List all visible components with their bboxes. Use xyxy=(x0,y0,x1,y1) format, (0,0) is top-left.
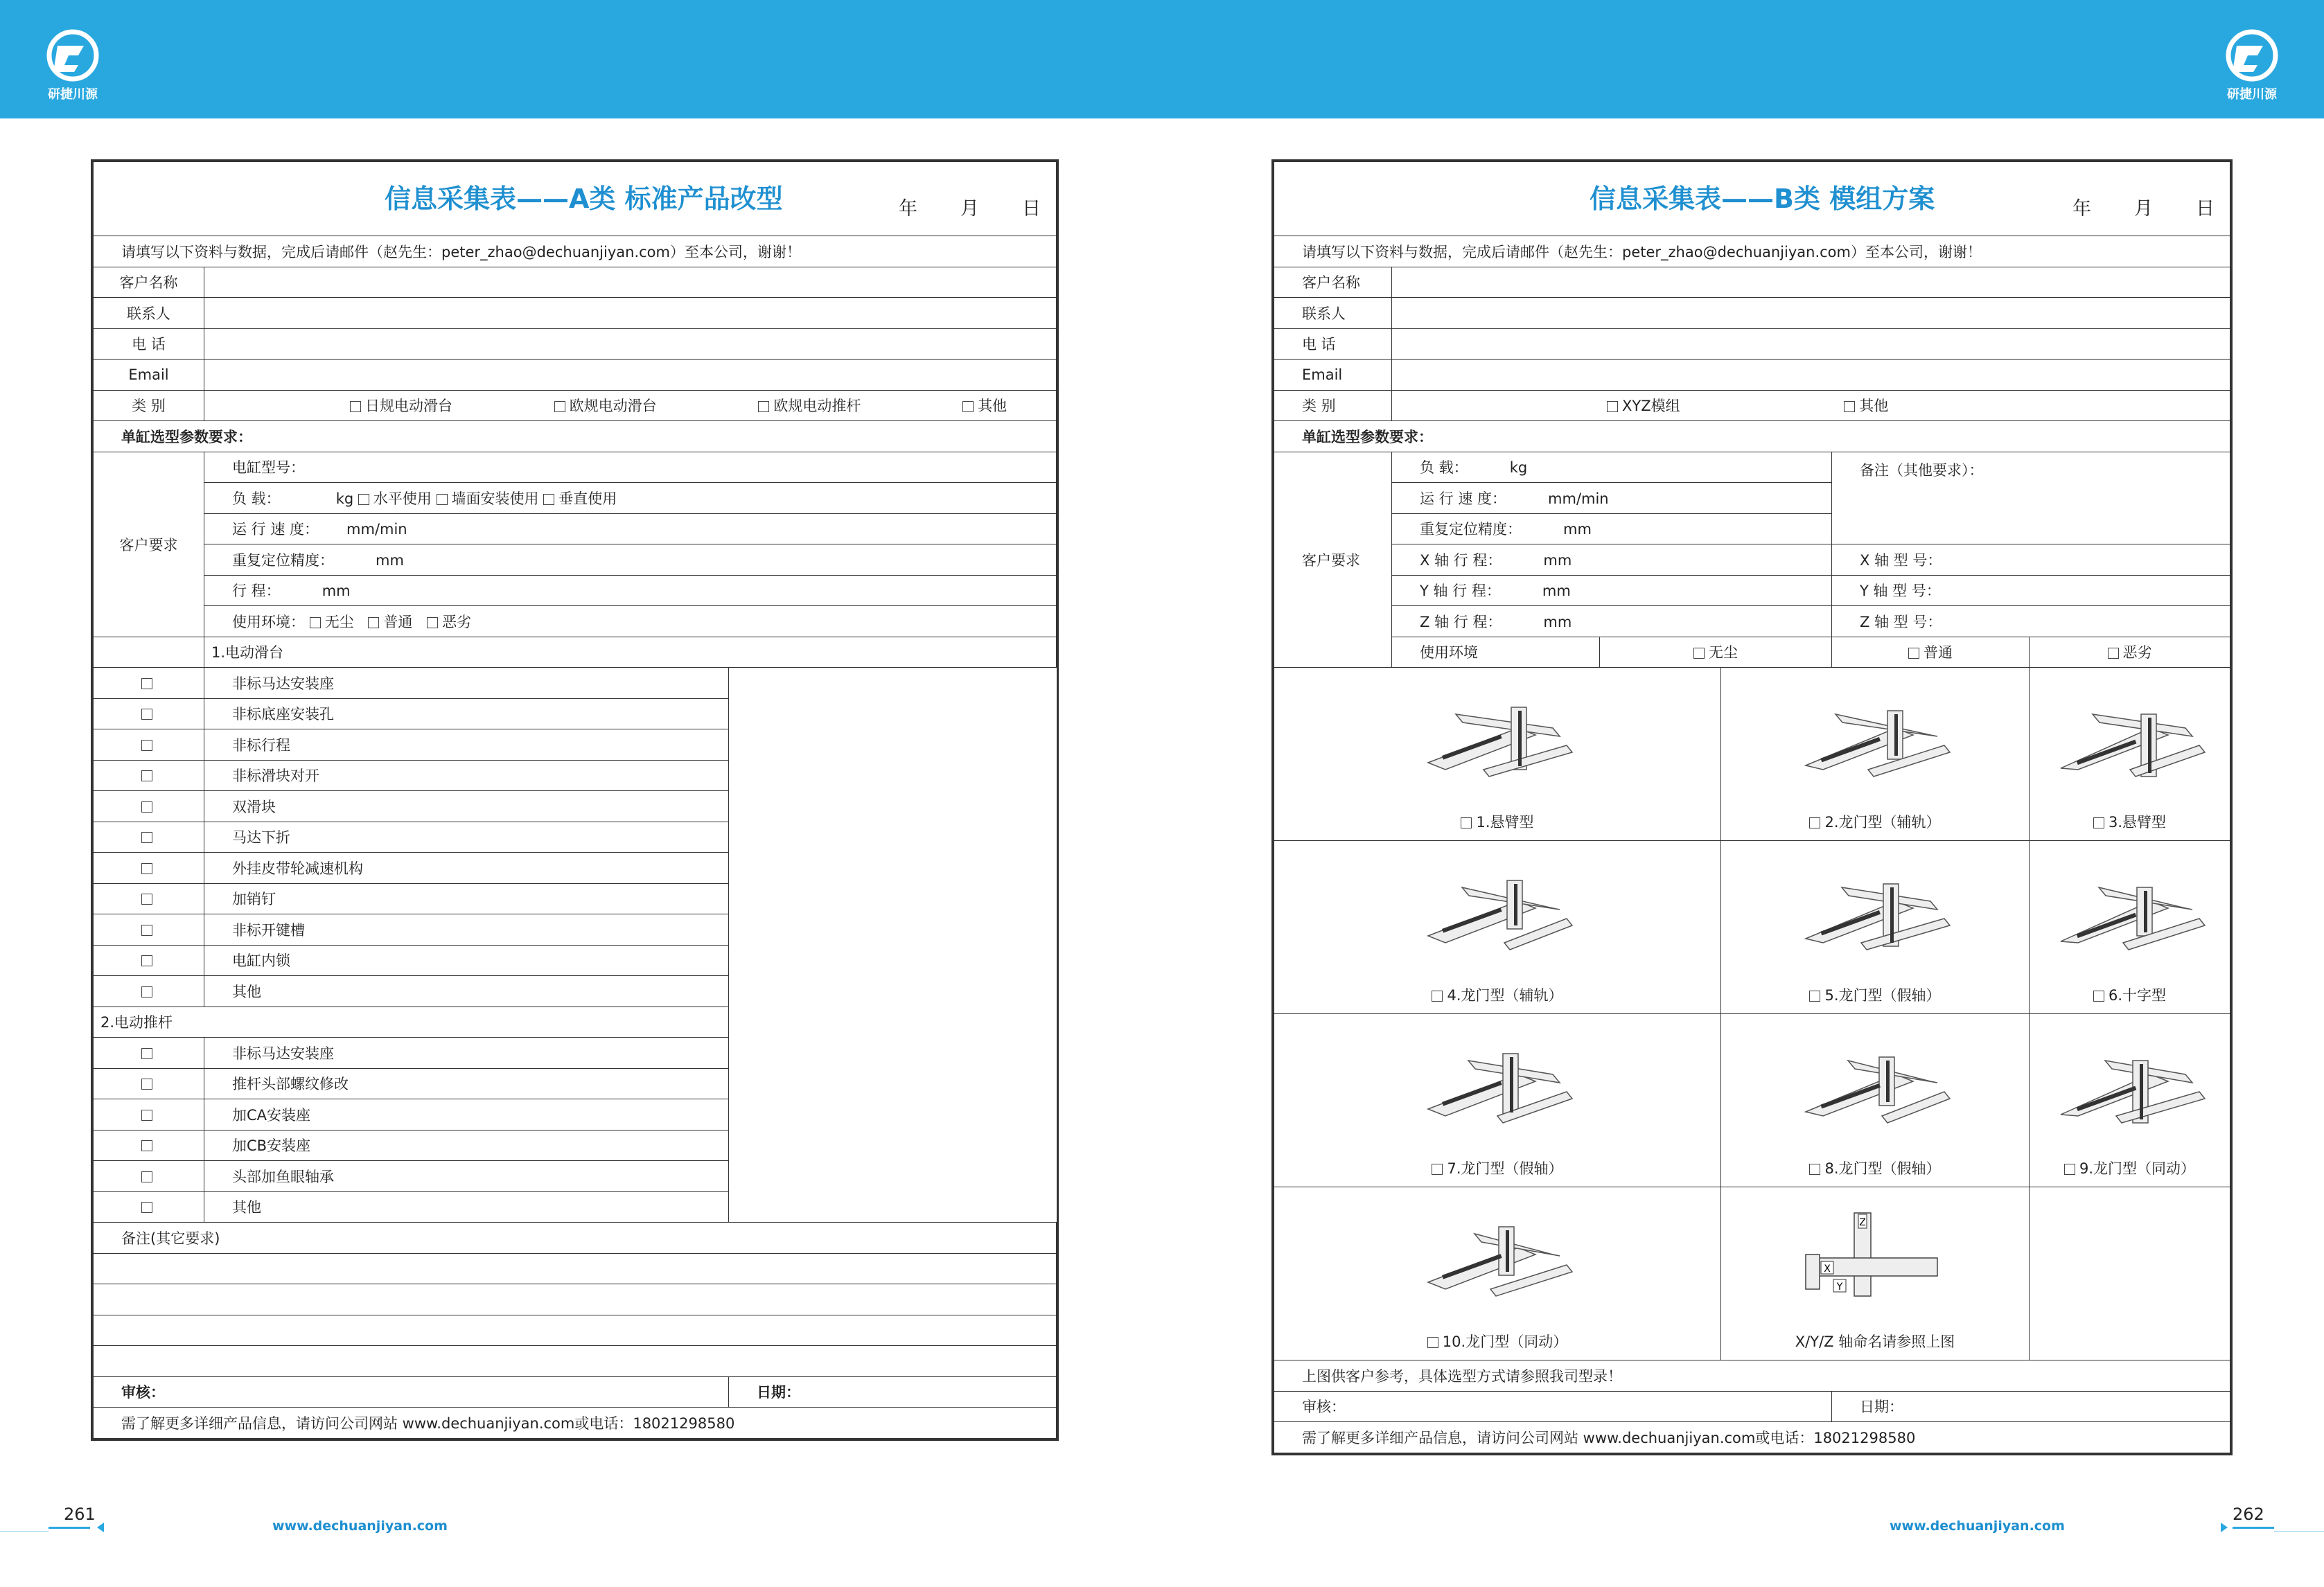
option-checkbox-cell[interactable] xyxy=(94,698,204,729)
customer-req-label: 客户要求 xyxy=(94,452,204,637)
config-option-5[interactable] xyxy=(1721,841,2030,1014)
config-label: 8.龙门型（假轴） xyxy=(1824,1160,1941,1177)
cylinder-model-field[interactable]: 电缸型号： xyxy=(204,452,1057,483)
param-header: 单缸选型参数要求： xyxy=(1274,421,2230,452)
checkbox[interactable] xyxy=(962,401,974,412)
category-option[interactable]: 欧规电动推杆 xyxy=(758,398,861,414)
option-checkbox-cell[interactable] xyxy=(94,1161,204,1192)
option-row xyxy=(94,853,1057,884)
config-option-3[interactable] xyxy=(2030,668,2230,841)
checkbox[interactable] xyxy=(1809,991,1820,1002)
category-option[interactable]: 其他 xyxy=(1844,398,1888,414)
checkbox[interactable] xyxy=(1809,817,1820,828)
option-checkbox-cell[interactable] xyxy=(94,945,204,976)
footer-contact: 需了解更多详细产品信息，请访问公司网站 www.dechuanjiyan.com或电话：18021298580 xyxy=(1274,1422,2230,1453)
option-row xyxy=(94,945,1057,976)
category-options xyxy=(1392,390,2230,421)
option-label: 外挂皮带轮减速机构 xyxy=(204,853,729,884)
phone-field[interactable] xyxy=(1392,328,2230,360)
option-label: 加销钉 xyxy=(204,883,729,914)
remarks-line[interactable] xyxy=(94,1315,1057,1346)
remarks-line[interactable] xyxy=(94,1253,1057,1284)
option-row xyxy=(94,760,1057,791)
option-checkbox-cell[interactable] xyxy=(94,976,204,1007)
option-checkbox-cell[interactable] xyxy=(94,914,204,946)
date-fields: 年 月 日 xyxy=(899,198,1042,220)
form-b xyxy=(1271,159,2233,1455)
checkbox[interactable] xyxy=(1432,1164,1443,1175)
option-row xyxy=(94,729,1057,761)
category-options xyxy=(204,390,1057,421)
env-option[interactable]: 普通 xyxy=(1832,637,2030,668)
x-stroke-field[interactable]: X 轴 行 程： mm xyxy=(1392,544,1832,576)
config-image-row xyxy=(1274,1187,2230,1360)
contact-field[interactable] xyxy=(204,298,1057,329)
form-a-title: 信息采集表——A类 标准产品改型 xyxy=(385,184,783,214)
date-fields: 年 月 日 xyxy=(2072,198,2216,220)
config-option-10[interactable] xyxy=(1274,1187,1721,1360)
checkbox[interactable] xyxy=(2093,991,2104,1002)
svg-text:研捷川源: 研捷川源 xyxy=(48,87,98,102)
config-label: 7.龙门型（假轴） xyxy=(1447,1160,1563,1177)
option-label: 双滑块 xyxy=(204,791,729,822)
load-field[interactable]: 负 载： kg xyxy=(1392,452,1832,483)
axis-note: X/Y/Z 轴命名请参照上图 xyxy=(1795,1333,1955,1350)
axis-label-x: X xyxy=(1824,1264,1831,1275)
page-number-left: 261 xyxy=(64,1505,96,1524)
contact-label: 联系人 xyxy=(94,298,204,329)
form-a xyxy=(91,159,1059,1441)
checkbox[interactable] xyxy=(350,401,361,412)
z-stroke-field[interactable]: Z 轴 行 程： mm xyxy=(1392,606,1832,637)
triangle-icon xyxy=(97,1523,104,1532)
footer-line xyxy=(2274,1531,2324,1532)
email-label: Email xyxy=(1274,360,1392,391)
form-b-title: 信息采集表——B类 模组方案 xyxy=(1590,184,1935,214)
ref-note: 上图供客户参考，具体选型方式请参照我司型录！ xyxy=(1274,1360,2230,1392)
config-label: 3.悬臂型 xyxy=(2108,814,2167,831)
axis-label-y: Y xyxy=(1836,1282,1843,1293)
checkbox[interactable] xyxy=(141,1202,152,1213)
customer-name-field[interactable] xyxy=(204,267,1057,298)
option-row xyxy=(94,698,1057,729)
contact-field[interactable] xyxy=(1392,298,2230,329)
category-option[interactable]: 其他 xyxy=(962,398,1007,414)
instruction-text: 请填写以下资料与数据，完成后请邮件（赵先生：peter_zhao@dechuanjiyan.com）至本公司，谢谢！ xyxy=(1274,236,2230,267)
review-field[interactable]: 审核： xyxy=(94,1376,729,1408)
email-field[interactable] xyxy=(204,360,1057,391)
page-number-right: 262 xyxy=(2233,1505,2264,1524)
customer-req-label: 客户要求 xyxy=(1274,452,1392,668)
category-label: 类 别 xyxy=(1274,390,1392,421)
option-checkbox-cell[interactable] xyxy=(94,853,204,884)
option-row xyxy=(94,883,1057,914)
repeat-field[interactable]: 重复定位精度： mm xyxy=(1392,513,1832,544)
email-field[interactable] xyxy=(1392,360,2230,391)
date-field[interactable]: 日期： xyxy=(729,1376,1057,1408)
checkbox[interactable] xyxy=(141,678,152,689)
config-label: 10.龙门型（同动） xyxy=(1442,1333,1568,1350)
remarks-label: 备注(其它要求) xyxy=(94,1223,1057,1254)
option-label: 非标滑块对开 xyxy=(204,760,729,791)
option-label: 非标行程 xyxy=(204,729,729,761)
option-checkbox-cell[interactable] xyxy=(94,791,204,822)
company-logo-left xyxy=(38,26,114,103)
date-field[interactable]: 日期： xyxy=(1832,1391,2230,1422)
config-label: 1.悬臂型 xyxy=(1476,814,1534,831)
checkbox[interactable] xyxy=(141,740,152,751)
website-right[interactable]: www.dechuanjiyan.com xyxy=(1890,1518,2065,1534)
contact-label: 联系人 xyxy=(1274,298,1392,329)
option-label: 电缸内锁 xyxy=(204,945,729,976)
option-checkbox-cell[interactable] xyxy=(94,1038,204,1069)
env-label: 使用环境 xyxy=(1392,637,1600,668)
option-row xyxy=(94,1161,1057,1192)
config-option-7[interactable] xyxy=(1274,1014,1721,1187)
option-row xyxy=(94,1191,1057,1223)
category-option[interactable]: XYZ模组 xyxy=(1607,398,1680,414)
speed-field[interactable]: 运 行 速 度： mm/min xyxy=(1392,483,1832,514)
option-row xyxy=(94,791,1057,822)
stroke-row[interactable]: 行 程： mm xyxy=(204,575,1057,606)
phone-label: 电 话 xyxy=(1274,328,1392,360)
option-label: 非标马达安装座 xyxy=(204,1038,729,1069)
option-checkbox-cell[interactable] xyxy=(94,1099,204,1131)
empty-cell xyxy=(2030,1187,2230,1360)
y-stroke-field[interactable]: Y 轴 行 程： mm xyxy=(1392,575,1832,606)
option-checkbox-cell[interactable] xyxy=(94,1191,204,1223)
checkbox[interactable] xyxy=(141,709,152,720)
axis-label-z: Z xyxy=(1859,1217,1866,1228)
config-option-2[interactable] xyxy=(1721,668,2030,841)
config-label: 4.龙门型（辅轨） xyxy=(1447,987,1563,1004)
email-label: Email xyxy=(94,360,204,391)
footer-line xyxy=(0,1531,49,1532)
checkbox[interactable] xyxy=(141,955,152,966)
category-option[interactable]: 欧规电动滑台 xyxy=(554,398,657,414)
option-checkbox-cell[interactable] xyxy=(94,822,204,853)
option-checkbox-cell[interactable] xyxy=(94,729,204,761)
option-checkbox-cell[interactable] xyxy=(94,760,204,791)
triangle-icon xyxy=(2221,1523,2228,1532)
svg-text:研捷川源: 研捷川源 xyxy=(2227,87,2277,102)
phone-field[interactable] xyxy=(204,328,1057,360)
option-row xyxy=(94,914,1057,946)
option-row xyxy=(94,1130,1057,1161)
page-underline xyxy=(2233,1527,2274,1529)
checkbox[interactable] xyxy=(141,801,152,813)
customer-name-label: 客户名称 xyxy=(94,267,204,298)
checkbox[interactable] xyxy=(141,1140,152,1151)
phone-label: 电 话 xyxy=(94,328,204,360)
option-row xyxy=(94,1099,1057,1131)
review-field[interactable]: 审核： xyxy=(1274,1391,1832,1422)
instruction-text: 请填写以下资料与数据，完成后请邮件（赵先生：peter_zhao@dechuanjiyan.com）至本公司，谢谢！ xyxy=(94,236,1057,267)
checkbox[interactable] xyxy=(141,1079,152,1090)
category-option[interactable]: 日规电动滑台 xyxy=(350,398,452,414)
checkbox[interactable] xyxy=(141,894,152,905)
option-checkbox-cell[interactable] xyxy=(94,1130,204,1161)
option-row xyxy=(94,822,1057,853)
option-checkbox-cell[interactable] xyxy=(94,883,204,914)
load-row[interactable]: 负 载： kg 水平使用 墙面安装使用 垂直使用 xyxy=(204,483,1057,514)
config-image-row xyxy=(1274,841,2230,1014)
config-label: 9.龙门型（同动） xyxy=(2079,1160,2196,1177)
param-header: 单缸选型参数要求： xyxy=(94,421,1057,452)
checkbox[interactable] xyxy=(1461,817,1472,828)
option-label: 其他 xyxy=(204,976,729,1007)
config-label: 6.十字型 xyxy=(2108,987,2167,1004)
config-option-8[interactable] xyxy=(1721,1014,2030,1187)
options-spacer xyxy=(94,637,204,668)
repeat-row[interactable]: 重复定位精度： mm xyxy=(204,544,1057,576)
env-option[interactable]: 无尘 xyxy=(1600,637,1832,668)
header-bar xyxy=(0,0,2324,118)
checkbox[interactable] xyxy=(141,1048,152,1059)
option-label: 推杆头部螺纹修改 xyxy=(204,1068,729,1099)
checkbox[interactable] xyxy=(141,832,152,843)
env-option[interactable]: 恶劣 xyxy=(2030,637,2230,668)
remarks-line[interactable] xyxy=(94,1346,1057,1377)
option-row xyxy=(94,1038,1057,1069)
config-option-4[interactable] xyxy=(1274,841,1721,1014)
section2-title: 2.电动推杆 xyxy=(94,1007,729,1038)
x-model-field[interactable]: X 轴 型 号： xyxy=(1832,544,2230,576)
option-row xyxy=(94,1068,1057,1099)
customer-name-field[interactable] xyxy=(1392,267,2230,298)
checkbox[interactable] xyxy=(141,863,152,874)
checkbox[interactable] xyxy=(141,1110,152,1121)
section1-title: 1.电动滑台 xyxy=(204,637,1057,668)
config-option-9[interactable] xyxy=(2030,1014,2230,1187)
option-row xyxy=(94,668,1057,699)
config-option-1[interactable] xyxy=(1274,668,1721,841)
footer-contact: 需了解更多详细产品信息，请访问公司网站 www.dechuanjiyan.com或电话：18021298580 xyxy=(94,1408,1057,1439)
option-label: 加CA安装座 xyxy=(204,1099,729,1131)
option-label: 非标底座安装孔 xyxy=(204,698,729,729)
speed-row[interactable]: 运 行 速 度： mm/min xyxy=(204,513,1057,544)
option-label: 非标开键槽 xyxy=(204,914,729,946)
website-left[interactable]: www.dechuanjiyan.com xyxy=(272,1518,448,1534)
config-image-row xyxy=(1274,668,2230,841)
config-label: 5.龙门型（假轴） xyxy=(1824,987,1941,1004)
remarks-line[interactable] xyxy=(94,1284,1057,1315)
option-checkbox-cell[interactable] xyxy=(94,1068,204,1099)
checkbox[interactable] xyxy=(141,770,152,781)
y-model-field[interactable]: Y 轴 型 号： xyxy=(1832,575,2230,606)
option-label: 加CB安装座 xyxy=(204,1130,729,1161)
checkbox[interactable] xyxy=(2093,817,2104,828)
company-logo-right xyxy=(2217,26,2294,103)
checkbox[interactable] xyxy=(141,1171,152,1182)
axis-naming-diagram[interactable] xyxy=(1721,1187,2030,1360)
checkbox[interactable] xyxy=(141,986,152,998)
checkbox[interactable] xyxy=(1432,991,1443,1002)
option-label: 其他 xyxy=(204,1191,729,1223)
checkbox[interactable] xyxy=(1809,1164,1820,1175)
option-label: 头部加鱼眼轴承 xyxy=(204,1161,729,1192)
config-label: 2.龙门型（辅轨） xyxy=(1824,814,1941,831)
config-option-6[interactable] xyxy=(2030,841,2230,1014)
option-label: 马达下折 xyxy=(204,822,729,853)
option-checkbox-cell[interactable] xyxy=(94,668,204,699)
config-image-row xyxy=(1274,1014,2230,1187)
env-row[interactable]: 使用环境： 无尘 普通 恶劣 xyxy=(204,606,1057,637)
option-label: 非标马达安装座 xyxy=(204,668,729,699)
checkbox[interactable] xyxy=(554,401,565,412)
page-underline xyxy=(49,1527,90,1529)
checkbox[interactable] xyxy=(2064,1164,2075,1175)
remark-other[interactable]: 备注（其他要求）： xyxy=(1832,452,2230,544)
checkbox[interactable] xyxy=(141,925,152,936)
z-model-field[interactable]: Z 轴 型 号： xyxy=(1832,606,2230,637)
checkbox[interactable] xyxy=(758,401,769,412)
category-label: 类 别 xyxy=(94,390,204,421)
checkbox[interactable] xyxy=(1427,1337,1438,1348)
customer-name-label: 客户名称 xyxy=(1274,267,1392,298)
option-row xyxy=(94,976,1057,1007)
